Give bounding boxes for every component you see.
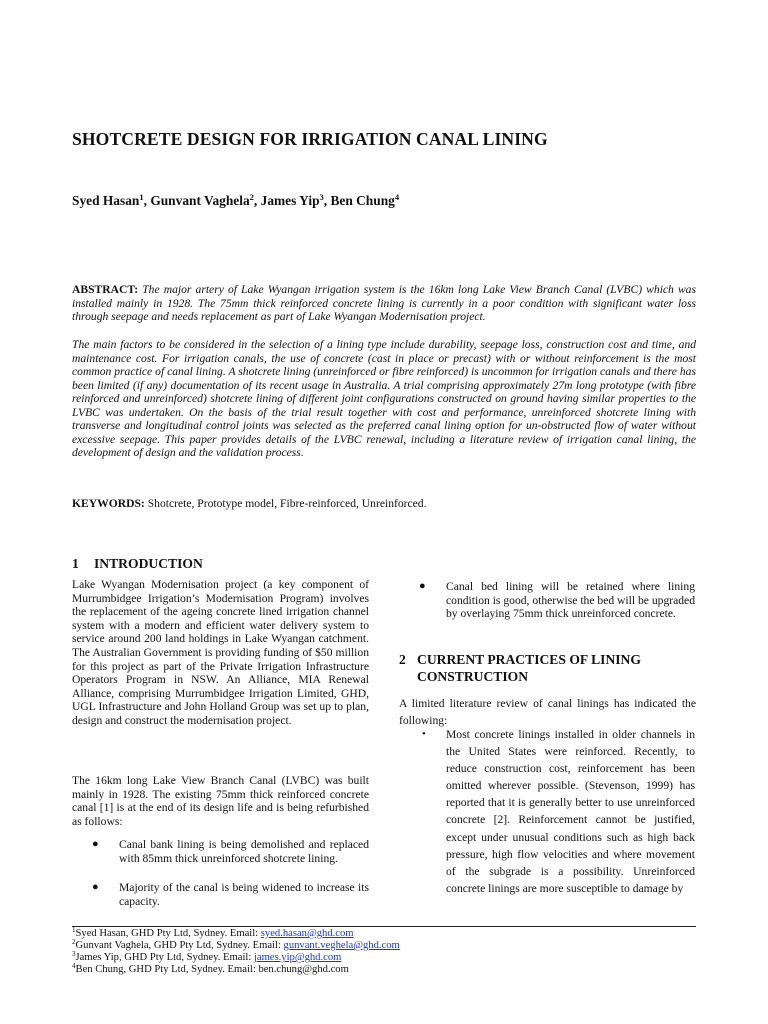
footnote-text: Gunvant Vaghela, GHD Pty Ltd, Sydney. Email:	[75, 940, 284, 951]
section-number: 1	[72, 556, 79, 571]
list-item	[419, 580, 695, 621]
footnote-text: Ben Chung, GHD Pty Ltd, Sydney. Email:	[75, 964, 259, 975]
bullet-icon: ●	[92, 881, 99, 893]
abstract-paragraph-1	[72, 283, 696, 324]
author-name: Ben Chung	[330, 193, 395, 208]
email-link[interactable]: gunvant.veghela@ghd.com	[283, 940, 400, 951]
intro-paragraph-2: The 16km long Lake View Branch Canal (LVBC) was built mainly in 1928. The existing 75mm thick reinforced concrete canal [1] is at the end of its design life and is being refurbished as follows:	[72, 774, 369, 828]
keywords	[72, 497, 696, 511]
author-mark: 1	[139, 192, 144, 202]
keywords-label: KEYWORDS:	[72, 497, 145, 510]
section-2-paragraph: A limited literature review of canal linings has indicated the following:	[399, 697, 696, 727]
footnote-mark: 2	[72, 938, 76, 946]
section-number: 2	[399, 652, 406, 667]
list-item-text: Canal bed lining will be retained where lining condition is good, otherwise the bed will be upgraded by overlaying 75mm thick unreinforced concrete.	[446, 580, 695, 621]
bullet-icon: •	[422, 728, 426, 740]
email-link[interactable]: james.yip@ghd.com	[253, 952, 342, 963]
email-text: ben.chung@ghd.com	[258, 964, 349, 975]
email-link[interactable]: syed.hasan@ghd.com	[260, 928, 354, 939]
author-list	[72, 193, 712, 209]
author-name: Gunvant Vaghela	[150, 193, 250, 208]
author-separator: ,	[143, 193, 151, 208]
intro-paragraph-1: Lake Wyangan Modernisation project (a key component of Murrumbidgee Irrigation’s Modernisation Program) involves the replacement of the ageing concrete lined irrigation channel system with a modern and efficient water delivery system to service around 200 land holdings in Lake Wyangan catchment. The Australian Government is providing funding of $50 million for this project as part of the Private Irrigation Infrastructure Operators Program in NSW. An Alliance, MIA Renewal Alliance, comprising Murrumbidgee Irrigation Limited, GHD, UGL Infrastructure and John Holland Group was set up to plan, design and construct the modernisation project.	[72, 578, 369, 727]
abstract-text: The major artery of Lake Wyangan irrigation system is the 16km long Lake View Branch Canal (LVBC) which was installed mainly in 1928. The 75mm thick reinforced concrete lining is currently in a poor condition with significant water loss through seepage and needs replacement as part of Lake Wyangan Modernisation project.	[72, 283, 696, 324]
section-2-heading	[399, 651, 699, 685]
list-item	[422, 726, 695, 897]
list-item	[92, 881, 369, 908]
footnote	[72, 940, 696, 952]
footnote	[72, 952, 696, 964]
section-title: INTRODUCTION	[94, 556, 203, 571]
bullet-icon: ●	[419, 580, 426, 592]
author-name: Syed Hasan	[72, 193, 140, 208]
section-1-heading	[72, 556, 372, 572]
bullet-icon: ●	[92, 838, 99, 850]
footnote-text: Syed Hasan, GHD Pty Ltd, Sydney. Email:	[75, 928, 261, 939]
author-name: James Yip	[260, 193, 320, 208]
list-item-text: Canal bank lining is being demolished and replaced with 85mm thick unreinforced shotcrete lining.	[119, 838, 369, 865]
author-separator: ,	[323, 193, 331, 208]
abstract-paragraph-2: The main factors to be considered in the selection of a lining type include durability, seepage loss, construction cost and time, and maintenance cost. For irrigation canals, the use of concrete (cast in place or precast) with or without reinforcement is the most common practice of canal lining. A shotcrete lining (unreinforced or fibre reinforced) is uncommon for irrigation canals and there has been limited (if any) documentation of its recent usage in Australia. A trial comprising approximately 27m long prototype (with fibre reinforced and unreinforced) shotcrete lining of different joint configurations constructed on ground having similar properties to the LVBC was undertaken. On the basis of the trial result together with cost and performance, unreinforced shotcrete lining with transverse and longitudinal control joints was selected as the preferred canal lining option for un-obstructed flow of water without excessive seepage. This paper provides details of the LVBC renewal, including a literature review of irrigation canal lining, the development of design and the validation process.	[72, 338, 696, 460]
footnote-mark: 1	[72, 926, 76, 934]
footnote	[72, 928, 696, 940]
author-mark: 4	[394, 192, 400, 202]
keywords-text: Shotcrete, Prototype model, Fibre-reinforced, Unreinforced.	[144, 497, 427, 510]
footnote-text: James Yip, GHD Pty Ltd, Sydney. Email:	[75, 952, 254, 963]
list-item-text: Majority of the canal is being widened to increase its capacity.	[119, 881, 369, 908]
footnote-divider	[72, 926, 696, 927]
author-mark: 3	[319, 192, 324, 202]
footnote-mark: 3	[72, 950, 76, 958]
footnote-mark: 4	[72, 962, 76, 970]
list-item-text: Most concrete linings installed in older channels in the United States were reinforced. Recently, to reduce construction cost, reinforcement has been omitted wherever possible. (Stevenson, 1999) has reported that it is generally better to use unreinforced concrete [2]. Reinforcement cannot be justified, except under unusual conditions such as high back pressure, high flow velocities and where movement of the subgrade is a possibility. Unreinforced concrete linings are more susceptible to damage by	[446, 728, 695, 895]
section-title: CURRENT PRACTICES OF LINING CONSTRUCTION	[417, 652, 641, 684]
abstract-label: ABSTRACT:	[72, 283, 139, 296]
list-item	[92, 838, 369, 865]
footnote	[72, 964, 696, 976]
author-mark: 2	[249, 192, 254, 202]
paper-title: SHOTCRETE DESIGN FOR IRRIGATION CANAL LINING	[72, 129, 548, 149]
author-separator: ,	[253, 193, 261, 208]
